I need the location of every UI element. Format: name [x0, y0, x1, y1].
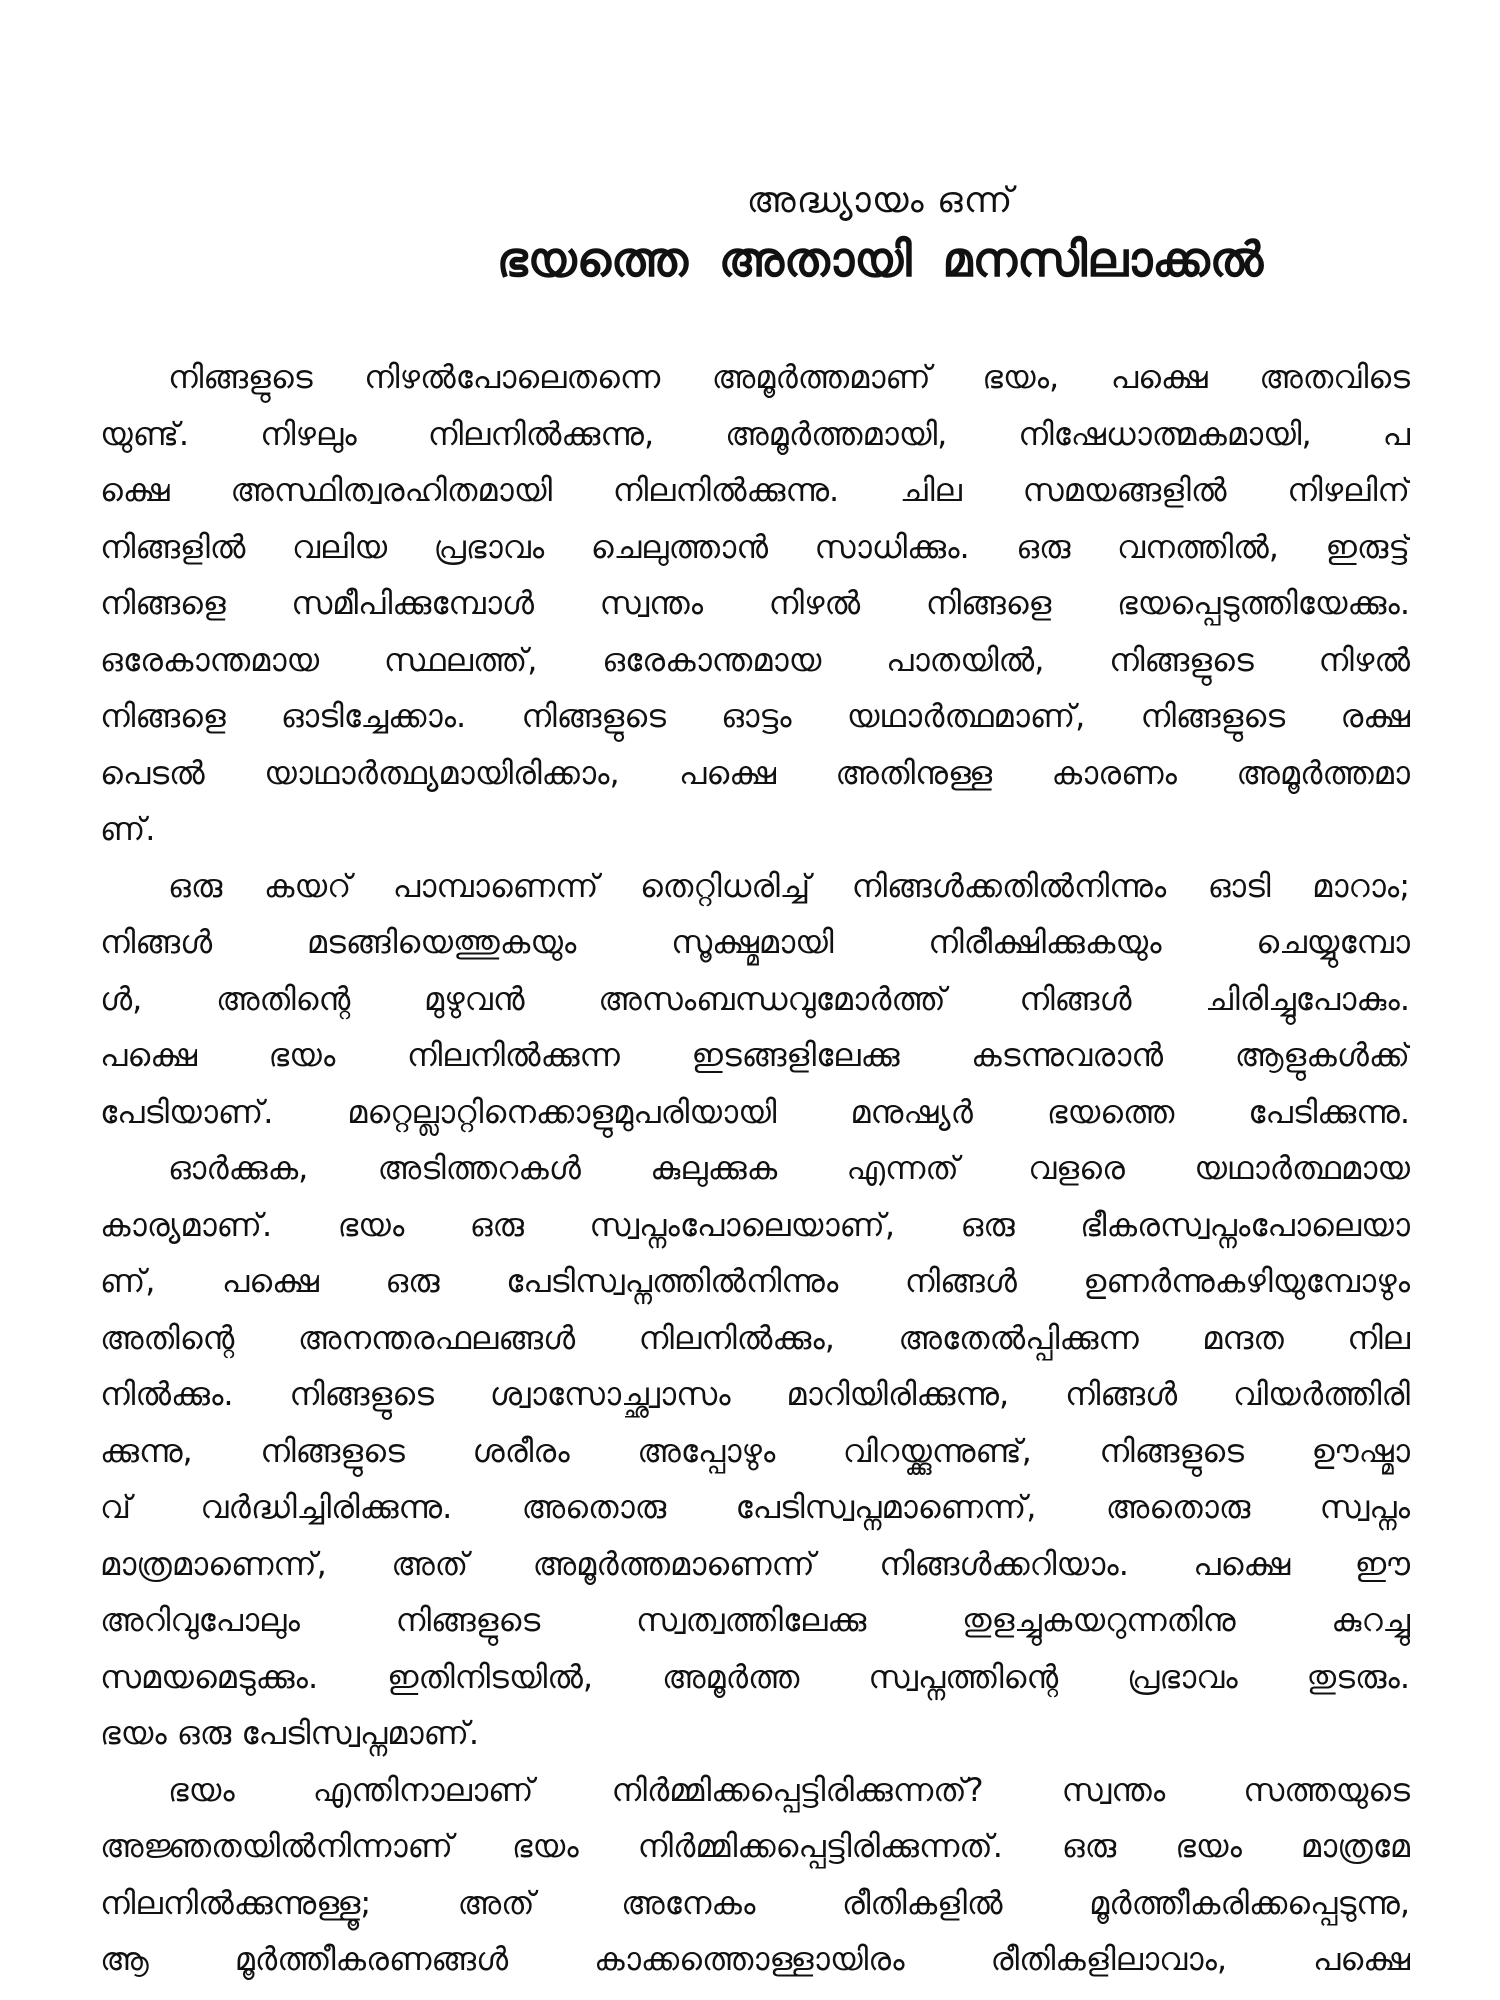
text-line: നിങ്ങളെ സമീപിക്കുമ്പോൾ സ്വന്തം നിഴൽ നിങ്ങളെ ഭയപ്പെടുത്തിയേക്കും.: [100, 584, 1410, 622]
text-line: ണ്.: [100, 810, 156, 848]
text-line: സമയമെടുക്കും. ഇതിനിടയിൽ, അമൂർത്ത സ്വപ്നത്തിന്റെ പ്രഭാവം തുടരും.: [100, 1657, 1410, 1696]
text-line: മാത്രമാണെന്ന്, അത് അമൂർത്തമാണെന്ന് നിങ്ങൾക്കറിയാം. പക്ഷെ ഈ: [100, 1544, 1410, 1583]
text-line: ണ്, പക്ഷെ ഒരു പേടിസ്വപ്നത്തിൽനിന്നും നിങ്ങൾ ഉണർന്നുകഴിയുമ്പോഴും: [100, 1262, 1410, 1300]
text-line: പക്ഷെ ഭയം നിലനിൽക്കുന്ന ഇടങ്ങളിലേക്കു കടന്നുവരാൻ ആളുകൾക്ക്: [100, 1036, 1410, 1074]
text-line: നിങ്ങൾ മടങ്ങിയെത്തുകയും സൂക്ഷ്മമായി നിരീക്ഷിക്കുകയും ചെയ്യുമ്പോ: [100, 923, 1410, 961]
text-line: ആ മൂർത്തീകരണങ്ങൾ കാക്കത്തൊള്ളായിരം രീതികളിലാവാം, പക്ഷെ: [100, 1940, 1410, 1978]
text-line: അജ്ഞതയിൽനിന്നാണ് ഭയം നിർമ്മിക്കപ്പെട്ടിരിക്കുന്നത്. ഒരു ഭയം മാത്രമേ: [100, 1827, 1410, 1865]
text-line: ഭയം ഒരു പേടിസ്വപ്നമാണ്.: [100, 1714, 480, 1752]
text-line: നിലനിൽക്കുന്നുള്ളൂ; അത് അനേകം രീതികളിൽ മൂർത്തീകരിക്കപ്പെടുന്നു,: [100, 1883, 1410, 1922]
text-line: അതിന്റെ അനന്തരഫലങ്ങൾ നിലനിൽക്കും, അതേൽപ്പിക്കുന്ന മന്ദത നില: [100, 1318, 1410, 1357]
text-line: നിൽക്കും. നിങ്ങളുടെ ശ്വാസോച്ഛ്വാസം മാറിയിരിക്കുന്നു, നിങ്ങൾ വിയർത്തിരി: [100, 1375, 1410, 1413]
text-line: യുണ്ട്. നിഴലും നിലനിൽക്കുന്നു, അമൂർത്തമായി, നിഷേധാത്മകമായി, പ: [100, 414, 1410, 453]
text-line: വ് വർദ്ധിച്ചിരിക്കുന്നു. അതൊരു പേടിസ്വപ്നമാണെന്ന്, അതൊരു സ്വപ്നം: [100, 1488, 1410, 1526]
chapter-number: അദ്ധ്യായം ഒന്ന്: [746, 180, 1014, 221]
text-line: ക്കുന്നു, നിങ്ങളുടെ ശരീരം അപ്പോഴും വിറയ്ക്കുന്നുണ്ട്, നിങ്ങളുടെ ഊഷ്മാ: [100, 1431, 1410, 1470]
text-line: നിങ്ങളുടെ നിഴൽപോലെതന്നെ അമൂർത്തമാണ് ഭയം, പക്ഷെ അതവിടെ: [168, 358, 1410, 396]
text-line: ക്ഷെ അസ്ഥിത്വരഹിതമായി നിലനിൽക്കുന്നു. ചില സമയങ്ങളിൽ നിഴലിന്: [100, 471, 1410, 509]
text-line: നിങ്ങളെ ഓടിച്ചേക്കാം. നിങ്ങളുടെ ഓട്ടം യഥാർത്ഥമാണ്, നിങ്ങളുടെ രക്ഷ: [100, 697, 1410, 735]
text-line: പെടൽ യാഥാർത്ഥ്യമായിരിക്കാം, പക്ഷെ അതിനുള്ള കാരണം അമൂർത്തമാ: [100, 753, 1410, 792]
text-line: നിങ്ങളിൽ വലിയ പ്രഭാവം ചെലുത്താൻ സാധിക്കും. ഒരു വനത്തിൽ, ഇരുട്ട്: [100, 527, 1410, 566]
text-line: അറിവുപോലും നിങ്ങളുടെ സ്വത്വത്തിലേക്കു തുളച്ചുകയറുന്നതിനു കുറച്ചു: [100, 1601, 1410, 1639]
text-line: കാര്യമാണ്. ഭയം ഒരു സ്വപ്നംപോലെയാണ്, ഒരു ഭീകരസ്വപ്നംപോലെയാ: [100, 1205, 1410, 1244]
text-line: ഭയം എന്തിനാലാണ് നിർമ്മിക്കപ്പെട്ടിരിക്കുന്നത്? സ്വന്തം സത്തയുടെ: [168, 1770, 1410, 1809]
text-line: ൾ, അതിന്റെ മുഴുവൻ അസംബന്ധവുമോർത്ത് നിങ്ങൾ ചിരിച്ചുപോകും.: [100, 979, 1410, 1018]
text-line: പേടിയാണ്. മറ്റെല്ലാറ്റിനെക്കാളുമുപരിയായി മനുഷ്യർ ഭയത്തെ പേടിക്കുന്നു.: [100, 1092, 1410, 1131]
text-line: ഓർക്കുക, അടിത്തറകൾ കുലുക്കുക എന്നത് വളരെ യഥാർത്ഥമായ: [168, 1149, 1410, 1187]
text-line: ഒരു കയറ് പാമ്പാണെന്ന് തെറ്റിധരിച്ച് നിങ്ങൾക്കതിൽനിന്നും ഓടി മാറാം;: [168, 866, 1410, 905]
chapter-title: ഭയത്തെ അതായി മനസിലാക്കൽ: [496, 232, 1264, 288]
text-line: ഒരേകാന്തമായ സ്ഥലത്ത്, ഒരേകാന്തമായ പാതയിൽ, നിങ്ങളുടെ നിഴൽ: [100, 640, 1410, 679]
body-text: [100, 349, 1410, 1988]
